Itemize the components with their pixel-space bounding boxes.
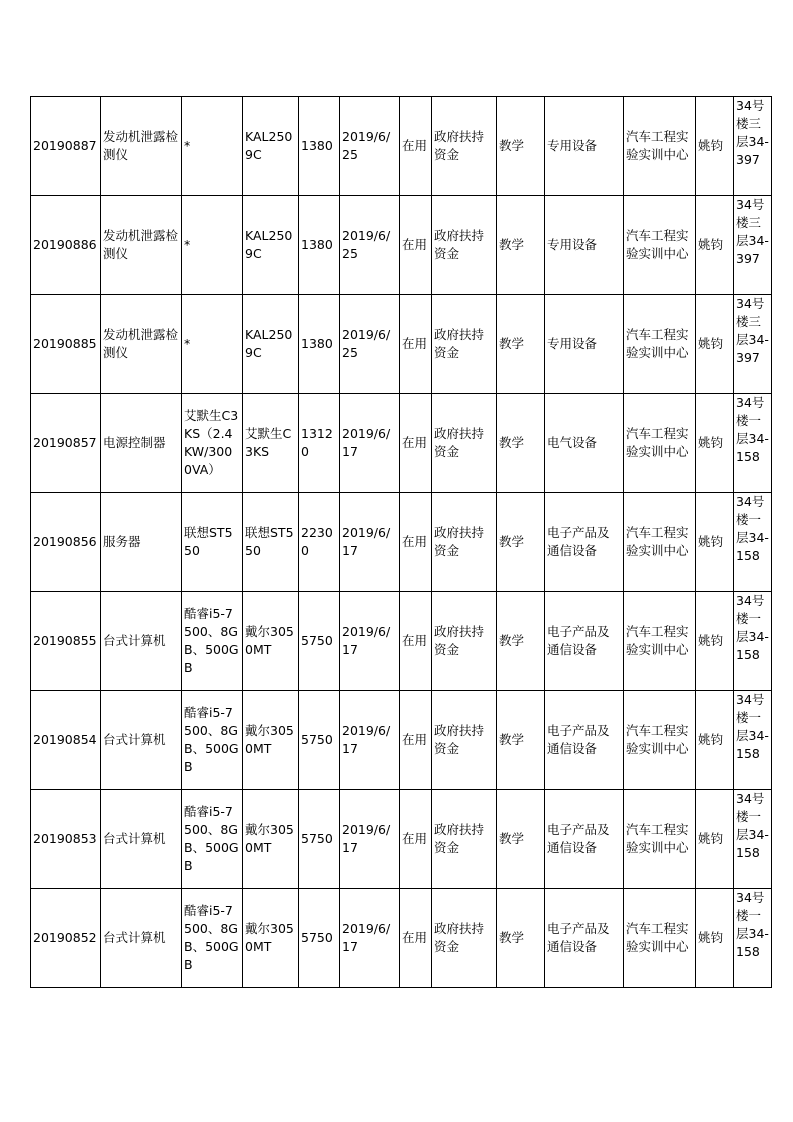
asset-date-cell: 2019/6/17 — [340, 790, 400, 889]
table-row — [31, 196, 772, 295]
asset-funding-cell: 政府扶持资金 — [432, 394, 497, 493]
asset-location-cell: 34号楼三层34-397 — [734, 97, 772, 196]
asset-model-cell: 戴尔3050MT — [243, 889, 299, 988]
asset-name-cell: 服务器 — [101, 493, 182, 592]
asset-category-cell: 电子产品及通信设备 — [545, 592, 624, 691]
table-row — [31, 691, 772, 790]
asset-date-cell: 2019/6/17 — [340, 493, 400, 592]
asset-date-cell: 2019/6/17 — [340, 592, 400, 691]
asset-model-cell: 艾默生C3KS — [243, 394, 299, 493]
asset-status-cell: 在用 — [400, 889, 432, 988]
asset-category-cell: 专用设备 — [545, 97, 624, 196]
asset-funding-cell: 政府扶持资金 — [432, 790, 497, 889]
asset-model-cell: 戴尔3050MT — [243, 691, 299, 790]
asset-dept-cell: 汽车工程实验实训中心 — [624, 394, 696, 493]
asset-name-cell: 发动机泄露检测仪 — [101, 97, 182, 196]
asset-id-cell: 20190885 — [31, 295, 101, 394]
asset-dept-cell: 汽车工程实验实训中心 — [624, 889, 696, 988]
asset-price-cell: 1380 — [299, 196, 340, 295]
asset-spec-cell: 酷睿i5-7500、8GB、500GB — [182, 889, 243, 988]
asset-category-cell: 专用设备 — [545, 295, 624, 394]
asset-name-cell: 台式计算机 — [101, 790, 182, 889]
asset-location-cell: 34号楼一层34-158 — [734, 493, 772, 592]
asset-keeper-cell: 姚钧 — [696, 295, 734, 394]
asset-usage-cell: 教学 — [497, 394, 545, 493]
asset-id-cell: 20190854 — [31, 691, 101, 790]
asset-table — [30, 96, 772, 988]
asset-funding-cell: 政府扶持资金 — [432, 493, 497, 592]
asset-id-cell: 20190853 — [31, 790, 101, 889]
asset-keeper-cell: 姚钧 — [696, 691, 734, 790]
asset-name-cell: 台式计算机 — [101, 592, 182, 691]
asset-usage-cell: 教学 — [497, 493, 545, 592]
table-row — [31, 394, 772, 493]
asset-category-cell: 电子产品及通信设备 — [545, 493, 624, 592]
asset-keeper-cell: 姚钧 — [696, 196, 734, 295]
asset-keeper-cell: 姚钧 — [696, 394, 734, 493]
asset-category-cell: 专用设备 — [545, 196, 624, 295]
asset-keeper-cell: 姚钧 — [696, 493, 734, 592]
asset-price-cell: 1380 — [299, 97, 340, 196]
asset-keeper-cell: 姚钧 — [696, 97, 734, 196]
asset-price-cell: 1380 — [299, 295, 340, 394]
table-row — [31, 592, 772, 691]
asset-model-cell: KAL2509C — [243, 196, 299, 295]
table-row — [31, 889, 772, 988]
asset-name-cell: 发动机泄露检测仪 — [101, 196, 182, 295]
asset-usage-cell: 教学 — [497, 790, 545, 889]
asset-date-cell: 2019/6/25 — [340, 295, 400, 394]
asset-usage-cell: 教学 — [497, 691, 545, 790]
asset-funding-cell: 政府扶持资金 — [432, 889, 497, 988]
asset-id-cell: 20190887 — [31, 97, 101, 196]
asset-dept-cell: 汽车工程实验实训中心 — [624, 592, 696, 691]
asset-spec-cell: 艾默生C3KS（2.4KW/3000VA） — [182, 394, 243, 493]
asset-model-cell: KAL2509C — [243, 97, 299, 196]
asset-spec-cell: 联想ST550 — [182, 493, 243, 592]
asset-status-cell: 在用 — [400, 691, 432, 790]
asset-funding-cell: 政府扶持资金 — [432, 691, 497, 790]
asset-id-cell: 20190886 — [31, 196, 101, 295]
asset-keeper-cell: 姚钧 — [696, 592, 734, 691]
asset-name-cell: 电源控制器 — [101, 394, 182, 493]
asset-funding-cell: 政府扶持资金 — [432, 97, 497, 196]
asset-category-cell: 电子产品及通信设备 — [545, 889, 624, 988]
asset-spec-cell: 酷睿i5-7500、8GB、500GB — [182, 691, 243, 790]
asset-spec-cell: * — [182, 295, 243, 394]
asset-id-cell: 20190857 — [31, 394, 101, 493]
asset-location-cell: 34号楼三层34-397 — [734, 295, 772, 394]
asset-funding-cell: 政府扶持资金 — [432, 295, 497, 394]
asset-spec-cell: * — [182, 196, 243, 295]
asset-status-cell: 在用 — [400, 790, 432, 889]
asset-dept-cell: 汽车工程实验实训中心 — [624, 493, 696, 592]
asset-id-cell: 20190856 — [31, 493, 101, 592]
asset-date-cell: 2019/6/25 — [340, 97, 400, 196]
asset-funding-cell: 政府扶持资金 — [432, 196, 497, 295]
asset-name-cell: 台式计算机 — [101, 889, 182, 988]
asset-date-cell: 2019/6/25 — [340, 196, 400, 295]
table-row — [31, 97, 772, 196]
table-row — [31, 790, 772, 889]
asset-model-cell: KAL2509C — [243, 295, 299, 394]
asset-id-cell: 20190852 — [31, 889, 101, 988]
table-row — [31, 295, 772, 394]
asset-status-cell: 在用 — [400, 493, 432, 592]
asset-usage-cell: 教学 — [497, 97, 545, 196]
asset-date-cell: 2019/6/17 — [340, 394, 400, 493]
asset-location-cell: 34号楼一层34-158 — [734, 790, 772, 889]
asset-status-cell: 在用 — [400, 394, 432, 493]
asset-usage-cell: 教学 — [497, 889, 545, 988]
asset-price-cell: 22300 — [299, 493, 340, 592]
asset-usage-cell: 教学 — [497, 592, 545, 691]
asset-status-cell: 在用 — [400, 196, 432, 295]
asset-spec-cell: 酷睿i5-7500、8GB、500GB — [182, 790, 243, 889]
asset-dept-cell: 汽车工程实验实训中心 — [624, 295, 696, 394]
asset-table-body — [31, 97, 772, 988]
asset-price-cell: 5750 — [299, 592, 340, 691]
asset-date-cell: 2019/6/17 — [340, 691, 400, 790]
asset-location-cell: 34号楼一层34-158 — [734, 889, 772, 988]
asset-model-cell: 戴尔3050MT — [243, 790, 299, 889]
asset-usage-cell: 教学 — [497, 295, 545, 394]
asset-name-cell: 台式计算机 — [101, 691, 182, 790]
asset-price-cell: 5750 — [299, 889, 340, 988]
asset-location-cell: 34号楼一层34-158 — [734, 394, 772, 493]
asset-spec-cell: 酷睿i5-7500、8GB、500GB — [182, 592, 243, 691]
asset-status-cell: 在用 — [400, 295, 432, 394]
asset-id-cell: 20190855 — [31, 592, 101, 691]
asset-dept-cell: 汽车工程实验实训中心 — [624, 691, 696, 790]
asset-date-cell: 2019/6/17 — [340, 889, 400, 988]
asset-price-cell: 13120 — [299, 394, 340, 493]
asset-status-cell: 在用 — [400, 97, 432, 196]
asset-dept-cell: 汽车工程实验实训中心 — [624, 97, 696, 196]
asset-category-cell: 电子产品及通信设备 — [545, 790, 624, 889]
asset-model-cell: 戴尔3050MT — [243, 592, 299, 691]
asset-category-cell: 电气设备 — [545, 394, 624, 493]
asset-dept-cell: 汽车工程实验实训中心 — [624, 790, 696, 889]
asset-keeper-cell: 姚钧 — [696, 889, 734, 988]
asset-name-cell: 发动机泄露检测仪 — [101, 295, 182, 394]
asset-category-cell: 电子产品及通信设备 — [545, 691, 624, 790]
asset-spec-cell: * — [182, 97, 243, 196]
asset-keeper-cell: 姚钧 — [696, 790, 734, 889]
asset-model-cell: 联想ST550 — [243, 493, 299, 592]
asset-usage-cell: 教学 — [497, 196, 545, 295]
asset-location-cell: 34号楼一层34-158 — [734, 592, 772, 691]
table-row — [31, 493, 772, 592]
asset-dept-cell: 汽车工程实验实训中心 — [624, 196, 696, 295]
asset-price-cell: 5750 — [299, 691, 340, 790]
asset-price-cell: 5750 — [299, 790, 340, 889]
asset-location-cell: 34号楼一层34-158 — [734, 691, 772, 790]
asset-funding-cell: 政府扶持资金 — [432, 592, 497, 691]
asset-status-cell: 在用 — [400, 592, 432, 691]
asset-location-cell: 34号楼三层34-397 — [734, 196, 772, 295]
